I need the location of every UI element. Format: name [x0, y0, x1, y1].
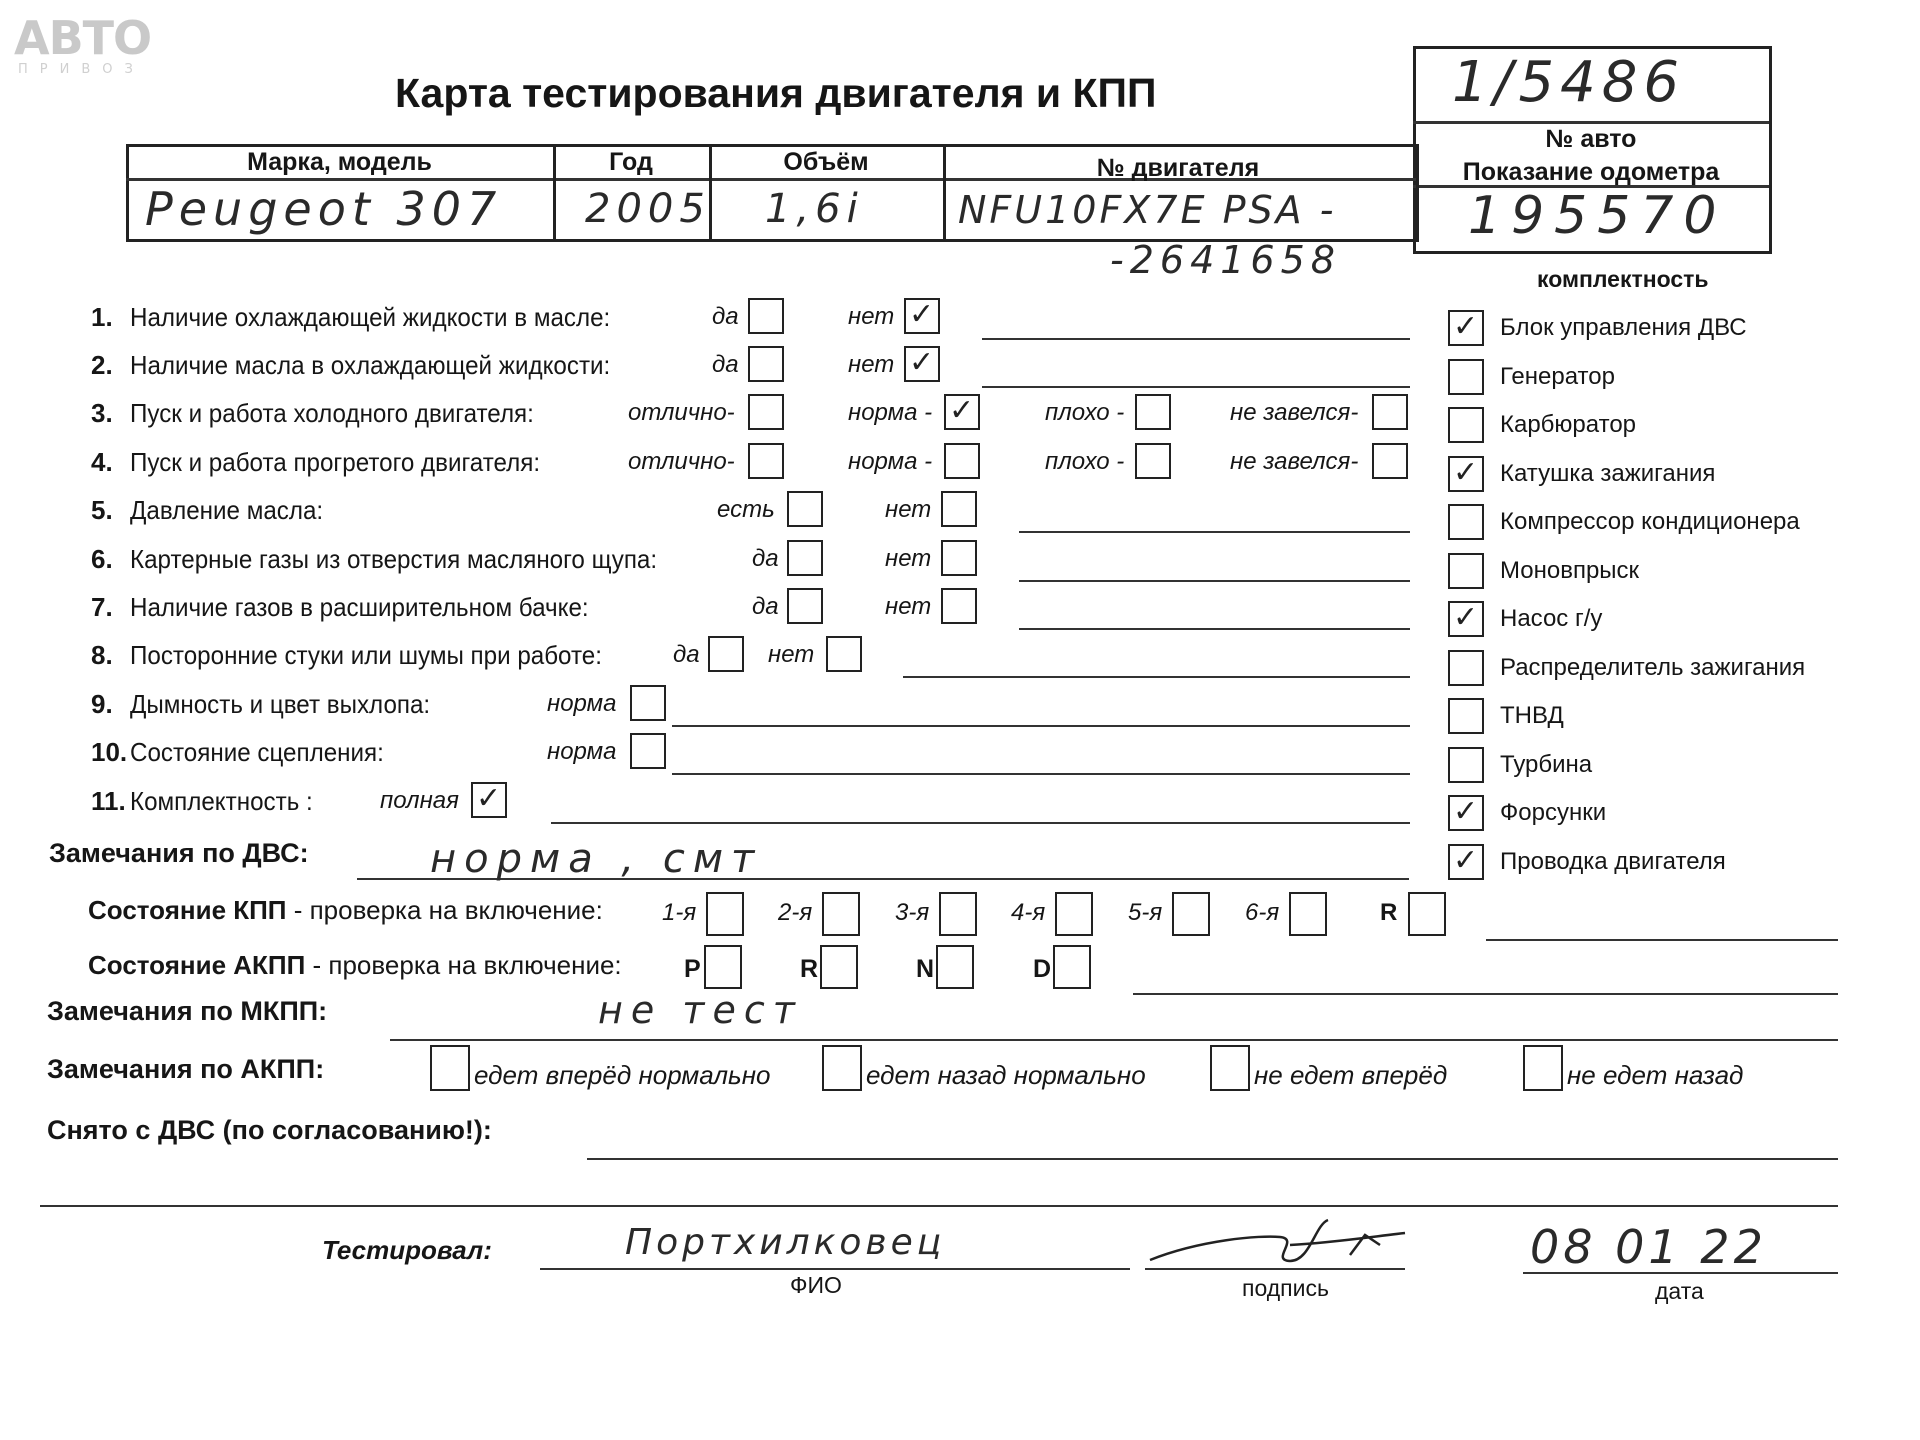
completeness-checkbox[interactable] — [1448, 698, 1484, 734]
option-checkbox[interactable] — [1135, 394, 1171, 430]
check-label: Состояние сцепления: — [130, 737, 384, 767]
option-label: нет — [768, 641, 815, 668]
akpp-mode-label: D — [1033, 955, 1052, 983]
option-checkbox[interactable] — [1372, 443, 1408, 479]
check-number: 2. — [91, 350, 113, 380]
completeness-checkbox[interactable] — [1448, 407, 1484, 443]
gear-checkbox[interactable] — [822, 892, 860, 936]
check-label: Дымность и цвет выхлопа: — [130, 689, 431, 719]
akpp-mode-label: R — [800, 955, 819, 983]
completeness-checkbox[interactable] — [1448, 601, 1484, 637]
check-number: 7. — [91, 592, 113, 622]
car-number-value: 1/5486 — [1452, 50, 1686, 115]
option-checkbox[interactable] — [471, 782, 507, 818]
option-label: да — [752, 593, 779, 620]
completeness-checkbox[interactable] — [1448, 747, 1484, 783]
option-label: нет — [848, 303, 895, 330]
akpp-label-rest: - проверка на включение: — [305, 950, 622, 980]
check-label: Наличие охлаждающей жидкости в масле: — [130, 302, 611, 332]
option-checkbox[interactable] — [826, 636, 862, 672]
year-label: Год — [609, 148, 653, 176]
completeness-checkbox[interactable] — [1448, 310, 1484, 346]
option-label: отлично- — [628, 399, 735, 426]
check-label: Пуск и работа холодного двигателя: — [130, 398, 534, 428]
option-checkbox[interactable] — [708, 636, 744, 672]
akpp-label-bold: Состояние АКПП — [88, 950, 306, 980]
gear-checkbox[interactable] — [1289, 892, 1327, 936]
check-label: Пуск и работа прогретого двигателя: — [130, 447, 541, 477]
engine-remarks-label: Замечания по ДВС: — [49, 838, 309, 868]
checkmark-icon: ✓ — [1453, 309, 1479, 344]
option-checkbox[interactable] — [787, 540, 823, 576]
check-number: 4. — [91, 447, 113, 477]
completeness-item-label: Моновпрыск — [1500, 556, 1640, 584]
option-label: норма - — [848, 399, 933, 426]
kpp-label — [88, 895, 603, 926]
option-label: отлично- — [628, 448, 735, 475]
brand-label: Марка, модель — [247, 148, 432, 176]
option-label: да — [673, 641, 700, 668]
option-label: да — [712, 303, 739, 330]
odometer-label: Показание одометра — [1462, 158, 1720, 186]
gear-label: 5-я — [1128, 899, 1163, 926]
option-checkbox[interactable] — [904, 298, 940, 334]
check-label: Картерные газы из отверстия масляного щупа: — [130, 544, 658, 574]
akpp-mode-checkbox[interactable] — [820, 945, 858, 989]
option-checkbox[interactable] — [1135, 443, 1171, 479]
gear-checkbox[interactable] — [1408, 892, 1446, 936]
check-notes-line — [1019, 531, 1410, 533]
akpp-remark-checkbox[interactable] — [822, 1045, 862, 1091]
option-checkbox[interactable] — [787, 588, 823, 624]
brand-value: Peugeot 307 — [145, 182, 503, 236]
option-label: плохо - — [1045, 448, 1125, 475]
gear-checkbox[interactable] — [706, 892, 744, 936]
gear-checkbox[interactable] — [1055, 892, 1093, 936]
gear-checkbox[interactable] — [939, 892, 977, 936]
check-number: 9. — [91, 689, 113, 719]
completeness-title: комплектность — [1537, 266, 1709, 292]
completeness-item-label: Распределитель зажигания — [1500, 653, 1806, 681]
akpp-remark-checkbox[interactable] — [1210, 1045, 1250, 1091]
gear-label: R — [1380, 899, 1398, 926]
akpp-label — [88, 950, 622, 981]
akpp-line — [1133, 993, 1838, 995]
gear-label: 1-я — [662, 899, 697, 926]
car-number-divider — [1413, 121, 1769, 124]
check-label: Давление масла: — [130, 495, 324, 525]
gear-label: 6-я — [1245, 899, 1280, 926]
gear-label: 4-я — [1011, 899, 1046, 926]
car-number-label: № авто — [1545, 125, 1637, 153]
check-notes-line — [903, 676, 1410, 678]
signature-caption: подпись — [1242, 1275, 1329, 1301]
engine-remarks-value: норма , смт — [430, 836, 763, 882]
checkmark-icon: ✓ — [949, 393, 975, 428]
completeness-item-label: Проводка двигателя — [1500, 847, 1726, 875]
akpp-mode-checkbox[interactable] — [1053, 945, 1091, 989]
option-checkbox[interactable] — [904, 346, 940, 382]
option-checkbox[interactable] — [941, 540, 977, 576]
check-number: 3. — [91, 398, 113, 428]
akpp-remark-label: не едет вперёд — [1254, 1060, 1448, 1090]
check-notes-line — [1019, 580, 1410, 582]
gear-label: 3-я — [895, 899, 930, 926]
completeness-item-label: ТНВД — [1500, 702, 1564, 729]
completeness-checkbox[interactable] — [1448, 359, 1484, 395]
odometer-value: 195570 — [1468, 186, 1727, 246]
check-notes-line — [1019, 628, 1410, 630]
completeness-checkbox[interactable] — [1448, 553, 1484, 589]
akpp-remark-checkbox[interactable] — [1523, 1045, 1563, 1091]
check-number: 1. — [91, 302, 113, 332]
date-value: 08 01 22 — [1530, 1220, 1767, 1274]
check-notes-line — [982, 338, 1410, 340]
completeness-checkbox[interactable] — [1448, 795, 1484, 831]
check-label: Комплектность : — [130, 786, 313, 816]
option-checkbox[interactable] — [630, 733, 666, 769]
completeness-item-label: Турбина — [1500, 750, 1593, 778]
option-label: нет — [848, 351, 895, 378]
engine-number-label: № двигателя — [1096, 154, 1260, 182]
completeness-item-label: Компрессор кондиционера — [1500, 508, 1800, 535]
akpp-remark-label: едет вперёд нормально — [474, 1060, 771, 1090]
completeness-item-label: Блок управления ДВС — [1500, 314, 1747, 341]
completeness-checkbox[interactable] — [1448, 650, 1484, 686]
name-line — [540, 1268, 1130, 1270]
volume-label: Объём — [783, 148, 869, 176]
separator-line — [40, 1205, 1838, 1207]
mkpp-remarks-line — [390, 1039, 1838, 1041]
checkmark-icon: ✓ — [909, 345, 935, 380]
akpp-mode-label: P — [684, 955, 701, 983]
signature-mark — [1140, 1215, 1410, 1275]
completeness-item-label: Карбюратор — [1500, 411, 1637, 438]
mkpp-remarks-label: Замечания по МКПП: — [47, 996, 328, 1026]
name-caption: ФИО — [790, 1272, 842, 1298]
option-checkbox[interactable] — [1372, 394, 1408, 430]
check-notes-line — [982, 386, 1410, 388]
mkpp-remarks-value: не тест — [598, 988, 803, 1032]
checkmark-icon: ✓ — [909, 297, 935, 332]
completeness-item-label: Форсунки — [1500, 799, 1607, 826]
gear-label: 2-я — [778, 899, 813, 926]
completeness-checkbox[interactable] — [1448, 504, 1484, 540]
akpp-mode-checkbox[interactable] — [704, 945, 742, 989]
option-label: полная — [380, 787, 459, 814]
document-title: Карта тестирования двигателя и КПП — [395, 70, 1157, 116]
akpp-mode-label: N — [916, 955, 935, 983]
option-checkbox[interactable] — [748, 443, 784, 479]
check-number: 8. — [91, 640, 113, 670]
checkmark-icon: ✓ — [1453, 842, 1479, 878]
check-label: Наличие масла в охлаждающей жидкости: — [130, 350, 611, 380]
check-number: 6. — [91, 544, 113, 574]
akpp-remark-label: не едет назад — [1567, 1060, 1744, 1090]
option-label: нет — [885, 545, 932, 572]
logo-sub-text: ПРИВОЗ — [18, 62, 145, 77]
check-notes-line — [672, 773, 1410, 775]
check-label: Наличие газов в расширительном бачке: — [130, 592, 589, 622]
logo-main-text: АВТО — [14, 11, 152, 65]
tester-name-value: Портхилковец — [625, 1222, 946, 1263]
option-label: да — [752, 545, 779, 572]
checkmark-icon: ✓ — [476, 781, 502, 816]
removed-label: Снято с ДВС (по согласованию!): — [47, 1115, 492, 1145]
completeness-checkbox[interactable] — [1448, 844, 1484, 880]
option-label: нет — [885, 496, 932, 523]
check-number: 11. — [91, 786, 126, 816]
removed-line — [587, 1158, 1838, 1160]
option-checkbox[interactable] — [941, 491, 977, 527]
option-label: норма - — [848, 448, 933, 475]
option-checkbox[interactable] — [944, 394, 980, 430]
option-label: не завелся- — [1230, 448, 1359, 475]
engine-number-value: NFU10FX7E PSA - — [958, 188, 1337, 232]
completeness-checkbox[interactable] — [1448, 456, 1484, 492]
checkmark-icon: ✓ — [1453, 794, 1479, 829]
akpp-remark-checkbox[interactable] — [430, 1045, 470, 1091]
option-checkbox[interactable] — [944, 443, 980, 479]
option-checkbox[interactable] — [748, 394, 784, 430]
option-checkbox[interactable] — [748, 346, 784, 382]
volume-value: 1,6i — [765, 186, 864, 232]
completeness-item-label: Насос г/у — [1500, 605, 1603, 632]
option-label: есть — [717, 496, 775, 523]
option-label: норма — [547, 690, 617, 717]
option-label: не завелся- — [1230, 399, 1359, 426]
date-caption: дата — [1655, 1278, 1704, 1304]
logo — [14, 11, 152, 77]
check-number: 5. — [91, 495, 113, 525]
check-notes-line — [551, 822, 1410, 824]
year-value: 2005 — [585, 186, 711, 232]
checkmark-icon: ✓ — [1453, 600, 1479, 635]
option-label: плохо - — [1045, 399, 1125, 426]
check-notes-line — [672, 725, 1410, 727]
completeness-item-label: Генератор — [1500, 362, 1615, 390]
kpp-label-bold: Состояние КПП — [88, 895, 287, 925]
check-label: Посторонние стуки или шумы при работе: — [130, 640, 602, 670]
akpp-remark-label: едет назад нормально — [866, 1060, 1146, 1090]
option-checkbox[interactable] — [630, 685, 666, 721]
akpp-mode-checkbox[interactable] — [936, 945, 974, 989]
option-label: да — [712, 351, 739, 378]
option-checkbox[interactable] — [941, 588, 977, 624]
tested-label: Тестировал: — [322, 1235, 492, 1265]
option-label: нет — [885, 593, 932, 620]
akpp-remarks-label: Замечания по АКПП: — [47, 1054, 325, 1084]
kpp-label-rest: - проверка на включение: — [286, 895, 603, 925]
kpp-line — [1486, 939, 1838, 941]
completeness-item-label: Катушка зажигания — [1500, 459, 1716, 487]
engine-number-value-2: -2641658 — [1110, 238, 1341, 282]
check-number: 10. — [91, 737, 128, 767]
option-label: норма — [547, 738, 617, 765]
checkmark-icon: ✓ — [1453, 454, 1479, 490]
option-checkbox[interactable] — [787, 491, 823, 527]
option-checkbox[interactable] — [748, 298, 784, 334]
gear-checkbox[interactable] — [1172, 892, 1210, 936]
